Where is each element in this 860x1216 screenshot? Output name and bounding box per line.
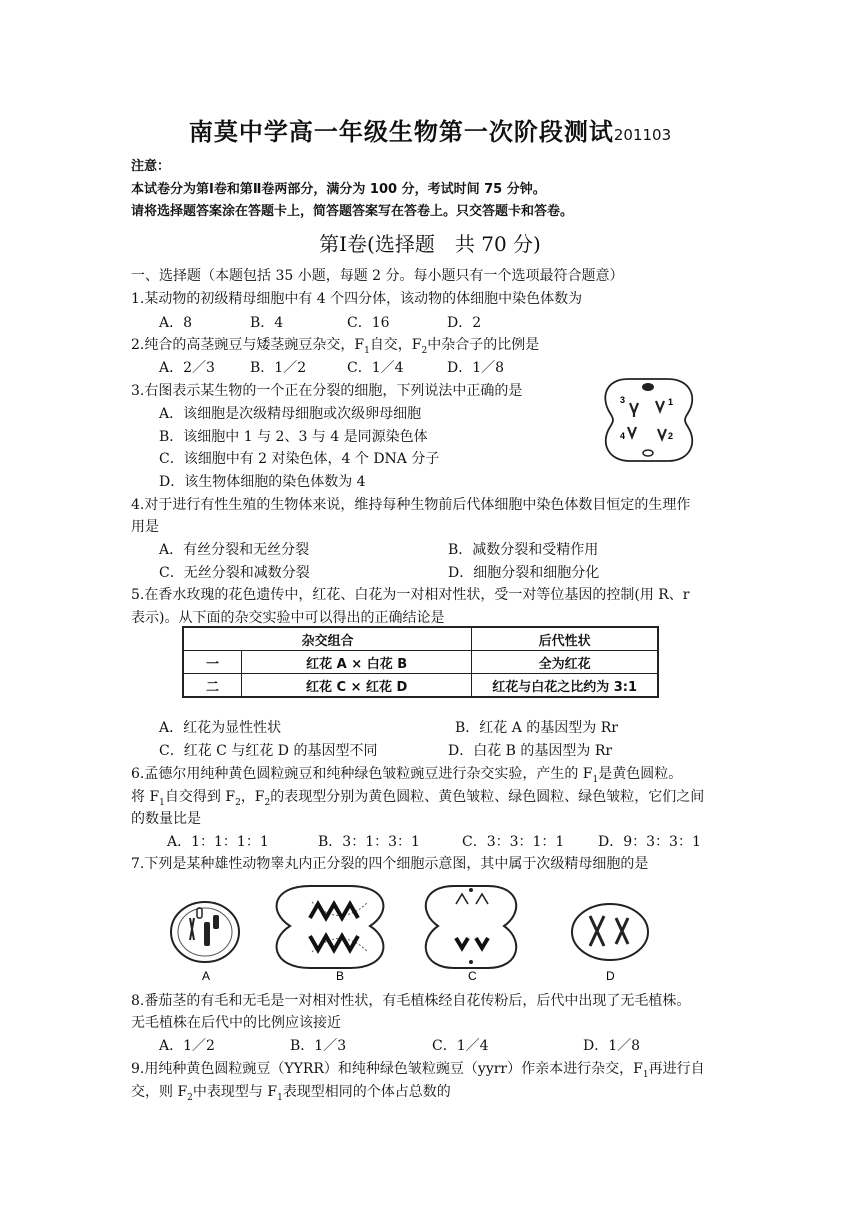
q9-text: 交，则 F — [131, 1084, 188, 1100]
subscript: 2 — [235, 797, 241, 808]
q1-option-a: A．8 — [159, 315, 193, 331]
fig-label-2: 2 — [668, 431, 674, 441]
q6-text: 将 F — [131, 789, 160, 805]
subscript: 2 — [264, 797, 271, 808]
notice-line-1: 本试卷分为第Ⅰ卷和第Ⅱ卷两部分，满分为 100 分，考试时间 75 分钟。 — [131, 182, 546, 197]
q2-option-a: A．2／3 — [159, 360, 215, 376]
subscript: 1 — [277, 1092, 283, 1103]
q9-stem-line-1 — [131, 1058, 705, 1080]
q2-option-c: C．1／4 — [347, 360, 404, 376]
title-code: 201103 — [613, 126, 672, 144]
q3-option-a: A．该细胞是次级精母细胞或次级卵母细胞 — [159, 406, 422, 422]
q6-option-b: B．3：1：3：1 — [318, 834, 420, 850]
q8-stem-line-1: 8.番茄茎的有毛和无毛是一对相对性状，有毛植株经自花传粉后，后代中出现了无毛植株。 — [131, 993, 691, 1009]
q5-option-c: C．红花 C 与红花 D 的基因型不同 — [159, 743, 378, 759]
table-cell: 一 — [183, 651, 242, 674]
q3-option-b: B．该细胞中 1 与 2、3 与 4 是同源染色体 — [159, 429, 428, 445]
subscript: 1 — [592, 774, 599, 785]
cell-figure-c — [426, 886, 516, 968]
q5-option-a: A．红花为显性性状 — [159, 720, 282, 736]
notice-heading: 注意： — [131, 159, 171, 174]
q9-text: 表现型相同的个体占总数的 — [282, 1084, 451, 1100]
table-cell: 全为红花 — [472, 651, 658, 674]
q2-stem-part: 中杂合子的比例是 — [427, 337, 540, 353]
q3-option-d: D．该生物体细胞的染色体数为 4 — [159, 474, 366, 490]
table-row — [183, 651, 658, 674]
table-cell: 红花 C × 红花 D — [242, 674, 472, 698]
table-cell: 二 — [183, 674, 242, 698]
cell-figure-b — [277, 886, 384, 968]
q1-option-c: C．16 — [347, 315, 390, 331]
fig-label-4: 4 — [620, 431, 626, 441]
fig-label-3: 3 — [620, 395, 626, 405]
q2-stem — [131, 334, 539, 356]
q2-option-b: B．1／2 — [250, 360, 307, 376]
q2-stem-part: 自交，F — [369, 337, 422, 353]
fig-label-d: D — [606, 969, 615, 983]
chromosome — [630, 403, 638, 417]
q1-option-d: D．2 — [447, 315, 482, 331]
q6-option-a: A．1：1：1：1 — [167, 834, 269, 850]
q6-stem-line-1 — [131, 763, 682, 785]
chromosome — [656, 401, 664, 411]
q2-stem-part: 2.纯合的高茎豌豆与矮茎豌豆杂交，F — [131, 337, 365, 353]
cross-table — [182, 626, 659, 698]
q9-text: 中表现型与 F — [192, 1084, 278, 1100]
subscript: 2 — [421, 345, 428, 356]
q8-option-a: A．1／2 — [159, 1038, 215, 1054]
q6-text: 是黄色圆粒。 — [598, 766, 683, 782]
fig-label-a: A — [202, 969, 211, 983]
q3-stem: 3.右图表示某生物的一个正在分裂的细胞，下列说法中正确的是 — [131, 383, 523, 399]
q6-option-c: C．3：3：1：1 — [462, 834, 565, 850]
q6-option-d: D．9：3：3：1 — [598, 834, 701, 850]
q6-text: 6.孟德尔用纯种黄色圆粒豌豆和纯种绿色皱粒豌豆进行杂交实验，产生的 F — [131, 766, 593, 782]
q9-text: 再进行自 — [648, 1061, 705, 1077]
table-header: 后代性状 — [472, 627, 658, 651]
fig-label-b: B — [336, 969, 345, 983]
notice-line-2: 请将选择题答案涂在答题卡上，简答题答案写在答卷上。只交答题卡和答卷。 — [131, 204, 574, 219]
table-row — [183, 674, 658, 698]
q4-option-a: A．有丝分裂和无丝分裂 — [159, 542, 310, 558]
q6-text: 自交得到 F — [164, 789, 236, 805]
q4-option-b: B．减数分裂和受精作用 — [448, 542, 599, 558]
title-text: 南莫中学高一年级生物第一次阶段测试 — [188, 118, 614, 146]
q5-stem-line-2: 表示)。从下面的杂交实验中可以得出的正确结论是 — [131, 610, 445, 626]
cell-figure-a — [171, 902, 239, 962]
q4-option-d: D．细胞分裂和细胞分化 — [448, 565, 600, 581]
q9-text: 9.用纯种黄色圆粒豌豆（YYRR）和纯种绿色皱粒豌豆（yyrr）作亲本进行杂交，F — [131, 1061, 643, 1077]
subscript: 2 — [187, 1092, 193, 1103]
q4-option-c: C．无丝分裂和减数分裂 — [159, 565, 310, 581]
q8-option-d: D．1／8 — [583, 1038, 641, 1054]
q9-stem-line-2 — [131, 1081, 451, 1103]
q3-cell-figure — [598, 375, 700, 465]
q6-stem-line-3: 的数量比是 — [131, 811, 201, 827]
q1-option-b: B．4 — [250, 315, 284, 331]
q8-option-c: C．1／4 — [432, 1038, 489, 1054]
q2-option-d: D．1／8 — [447, 360, 505, 376]
q3-option-c: C．该细胞中有 2 对染色体，4 个 DNA 分子 — [159, 451, 440, 467]
table-cell: 红花与白花之比约为 3:1 — [472, 674, 658, 698]
centrosome — [642, 383, 654, 391]
table-cell: 红花 A × 白花 B — [242, 651, 472, 674]
q6-stem-line-2 — [131, 786, 704, 808]
section-title: 第Ⅰ卷(选择题 共 70 分) — [319, 232, 541, 256]
fig-label-1: 1 — [668, 397, 674, 407]
q8-option-b: B．1／3 — [290, 1038, 347, 1054]
q1-stem: 1.某动物的初级精母细胞中有 4 个四分体，该动物的体细胞中染色体数为 — [131, 291, 583, 307]
subscript: 1 — [159, 797, 165, 808]
q7-cell-figures — [160, 880, 680, 985]
q4-stem-line-1: 4.对于进行有性生殖的生物体来说，维持每种生物前后代体细胞中染色体数目恒定的生理作 — [131, 497, 691, 513]
subscript: 1 — [642, 1069, 649, 1080]
chromosome — [628, 427, 636, 437]
table-header-row — [183, 627, 658, 651]
q5-option-b: B．红花 A 的基因型为 Rr — [455, 720, 618, 736]
centrosome — [643, 450, 653, 456]
q6-text: 的表现型分别为黄色圆粒、黄色皱粒、绿色圆粒、绿色皱粒，它们之间 — [270, 789, 705, 805]
q5-stem-line-1: 5.在香水玫瑰的花色遗传中，红花、白花为一对相对性状，受一对等位基因的控制(用 R、r — [131, 587, 690, 603]
page-title — [0, 112, 860, 147]
q8-stem-line-2: 无毛植株在后代中的比例应该接近 — [131, 1015, 341, 1031]
cell-figure-d — [572, 904, 648, 960]
instructions: 一、选择题（本题包括 35 小题，每题 2 分。每小题只有一个选项最符合题意） — [131, 268, 624, 284]
table-header: 杂交组合 — [183, 627, 472, 651]
q5-option-d: D．白花 B 的基因型为 Rr — [448, 743, 613, 759]
q6-text: ，F — [240, 789, 265, 805]
q7-stem: 7.下列是某种雄性动物睾丸内正分裂的四个细胞示意图，其中属于次级精母细胞的是 — [131, 856, 649, 872]
chromosome — [658, 429, 666, 439]
q4-stem-line-2: 用是 — [131, 519, 159, 535]
subscript: 1 — [364, 345, 370, 356]
fig-label-c: C — [468, 969, 477, 983]
